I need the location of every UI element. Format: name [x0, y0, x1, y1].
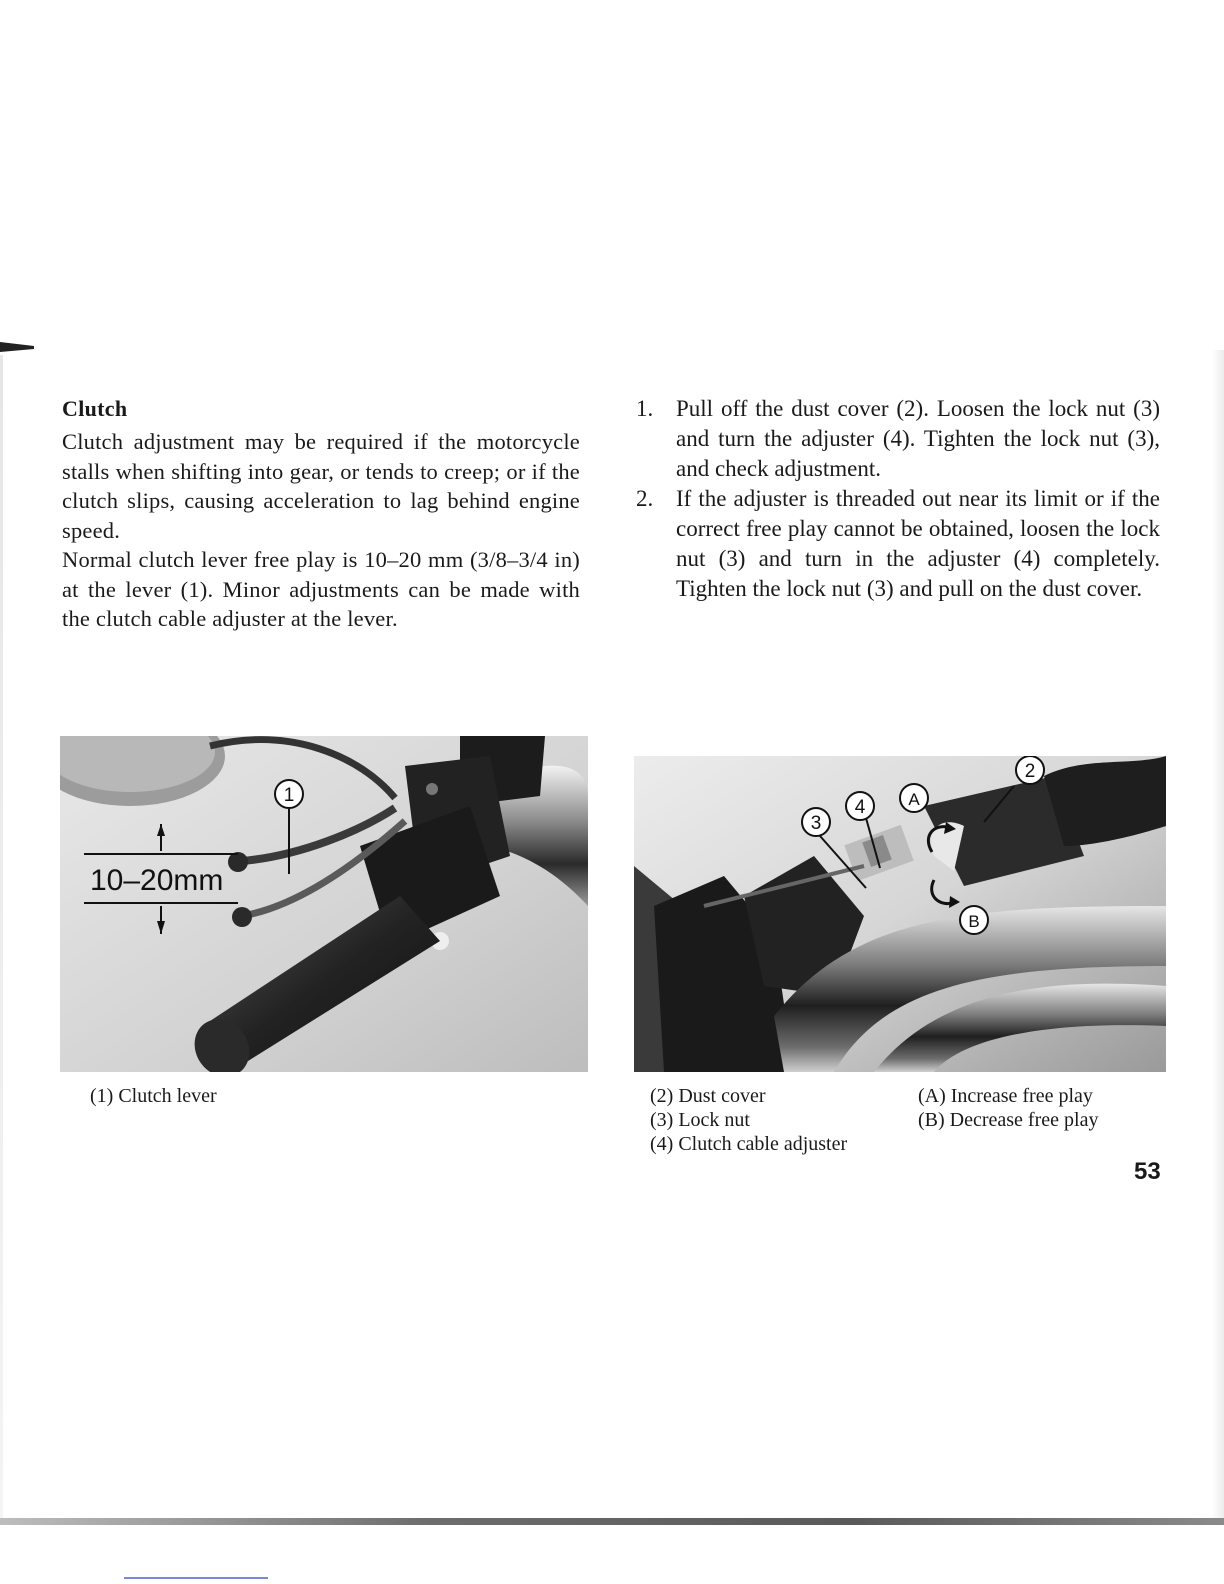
- cable-adjuster-photo: [634, 756, 1166, 1072]
- step-number: 1.: [636, 396, 654, 421]
- callout-3: 3: [810, 813, 822, 834]
- callout-b: B: [968, 912, 980, 931]
- callout-a: A: [908, 790, 920, 809]
- step-item: [636, 484, 1160, 604]
- free-play-measure-label: 10–20mm: [90, 864, 224, 897]
- step-text: If the adjuster is threaded out near its limit or if the correct free play cannot be obtained, loosen the lock nut (3) and turn in the adjuster (4) completely. Tighten the lock nut (3) and pull on the dust cover.: [676, 486, 1160, 601]
- page-number: 53: [1134, 1158, 1161, 1185]
- section-heading: Clutch: [62, 396, 128, 421]
- callout-4: 4: [854, 797, 866, 818]
- page-left-edge: [0, 355, 3, 1525]
- page-corner-mark: [0, 338, 36, 354]
- page-right-edge: [1212, 350, 1224, 1525]
- callout-1: 1: [283, 785, 295, 806]
- caption-dust-cover: (2) Dust cover: [650, 1085, 766, 1107]
- step-item: [636, 394, 1160, 484]
- scan-artifact-line: [124, 1577, 268, 1579]
- free-play-paragraph: Normal clutch lever free play is 10–20 mm (3/8–3/4 in) at the lever (1). Minor adjustments can be made with the clutch cable adjuster at the lever.: [62, 547, 580, 631]
- caption-lock-nut: (3) Lock nut: [650, 1109, 750, 1131]
- caption-decrease-free-play: (B) Decrease free play: [918, 1109, 1099, 1131]
- callout-2: 2: [1024, 761, 1036, 782]
- intro-paragraph: Clutch adjustment may be required if the motorcycle stalls when shifting into gear, or tends to creep; or if the clutch slips, causing acceleration to lag behind engine speed.: [62, 429, 580, 543]
- figure-left-caption: (1) Clutch lever: [90, 1085, 217, 1107]
- step-number: 2.: [636, 486, 654, 511]
- step-text: Pull off the dust cover (2). Loosen the lock nut (3) and turn the adjuster (4). Tighten the lock nut (3), and check adjustment.: [676, 396, 1160, 481]
- page-bottom-edge: [0, 1518, 1224, 1525]
- caption-cable-adjuster: (4) Clutch cable adjuster: [650, 1133, 848, 1155]
- caption-increase-free-play: (A) Increase free play: [918, 1085, 1093, 1107]
- clutch-section: [62, 396, 580, 634]
- clutch-lever-photo: [60, 736, 588, 1072]
- procedure-steps: [636, 394, 1160, 604]
